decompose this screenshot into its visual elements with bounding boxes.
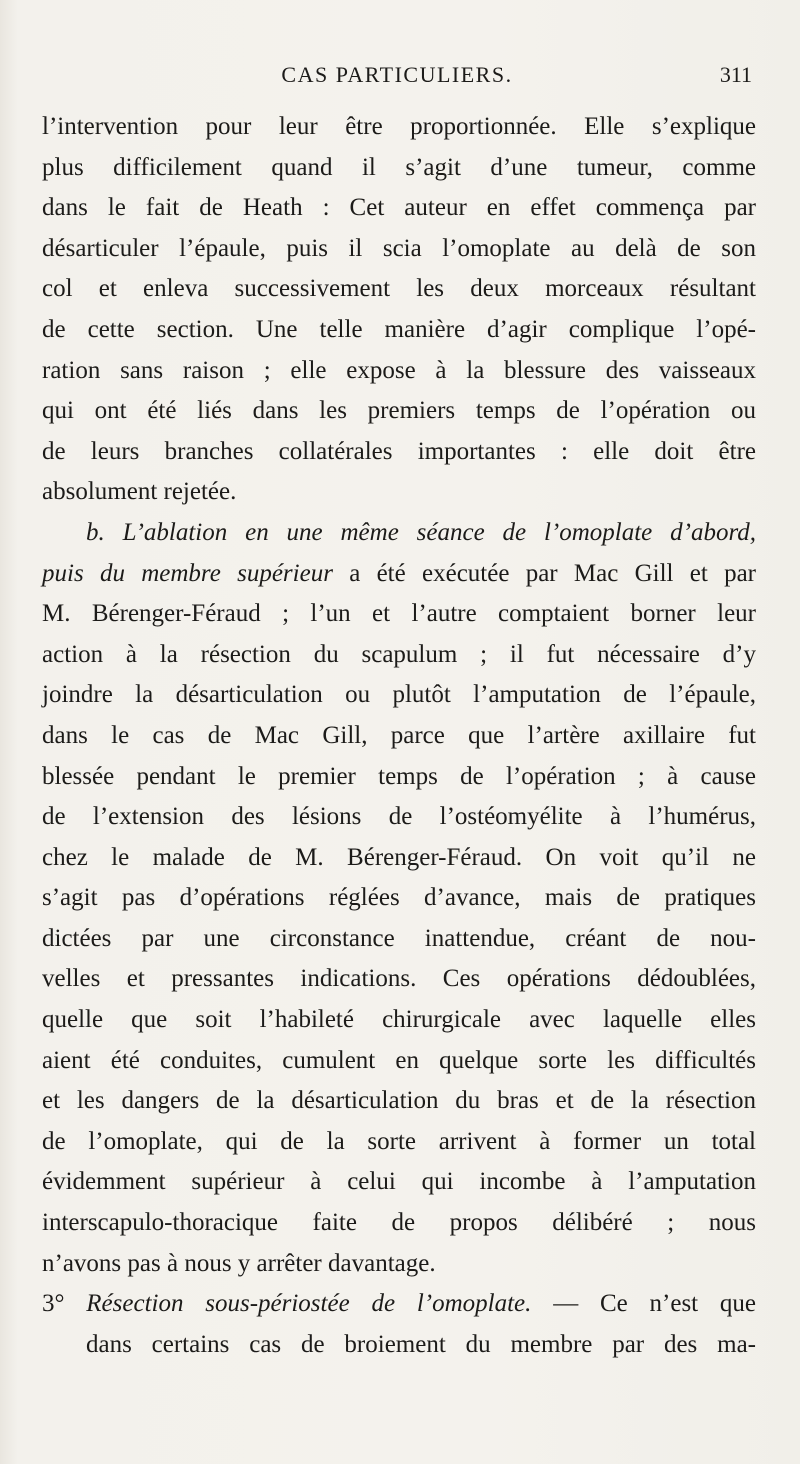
text-run: de l’omoplate, qui de la sorte arrivent à former un total <box>42 1127 756 1155</box>
text-run: qui ont été liés dans les premiers temps de l’opération ou <box>42 397 756 425</box>
text-line <box>42 675 756 716</box>
text-run: n’avons pas à nous y arrêter davantage. <box>42 1249 436 1277</box>
text-run: dans certains cas de broiement du membre par des ma- <box>86 1330 756 1358</box>
text-run: et les dangers de la désarticulation du bras et de la résection <box>42 1087 756 1115</box>
text-line <box>42 554 756 595</box>
text-run: quelle que soit l’habileté chirurgicale avec laquelle elles <box>42 1006 756 1034</box>
text-run: action à la résection du scapulum ; il fut nécessaire d’y <box>42 640 756 668</box>
text-run: dans le fait de Heath : Cet auteur en effet commença par <box>42 194 756 222</box>
text-line <box>42 1081 756 1122</box>
running-head <box>42 62 752 92</box>
italic-text: b. <box>86 518 123 546</box>
body-text <box>42 107 756 1365</box>
text-line <box>42 107 756 148</box>
text-run: dictées par une circonstance inattendue, créant de nou- <box>42 924 756 952</box>
text-run: chez le malade de M. Bérenger-Féraud. On voit qu’il ne <box>42 843 756 871</box>
text-run: de l’extension des lésions de l’ostéomyélite à l’humérus, <box>42 803 756 831</box>
text-line <box>42 148 756 189</box>
text-run: aient été conduites, cumulent en quelque sorte les difficultés <box>42 1046 756 1074</box>
italic-text: Résection sous-périostée de l’omoplate. <box>86 1290 532 1318</box>
text-run: l’intervention pour leur être proportionnée. Elle s’explique <box>42 113 756 140</box>
text-line <box>42 1203 756 1244</box>
text-line <box>42 838 756 879</box>
text-line <box>42 1000 756 1041</box>
text-run: ration sans raison ; elle expose à la blessure des vaisseaux <box>42 356 756 384</box>
running-title: CAS PARTICULIERS. <box>281 62 513 87</box>
text-line <box>42 1325 756 1366</box>
text-line <box>42 472 756 513</box>
text-run: col et enleva successivement les deux morceaux résultant <box>42 275 756 303</box>
text-run: absolument rejetée. <box>42 478 237 506</box>
text-run: dans le cas de Mac Gill, parce que l’artère axillaire fut <box>42 721 756 749</box>
text-run: — Ce n’est que <box>531 1290 757 1318</box>
text-line <box>42 919 756 960</box>
text-run: de cette section. Une telle manière d’agir complique l’opé- <box>42 315 756 343</box>
text-line <box>42 351 756 392</box>
text-line <box>42 959 756 1000</box>
text-line <box>42 757 756 798</box>
text-line <box>42 229 756 270</box>
text-line <box>42 188 756 229</box>
text-line <box>42 1162 756 1203</box>
text-line <box>42 716 756 757</box>
text-run: interscapulo-thoracique faite de propos délibéré ; nous <box>42 1209 756 1237</box>
text-run: 3° <box>42 1290 87 1318</box>
text-line <box>42 269 756 310</box>
text-run: désarticuler l’épaule, puis il scia l’omoplate au delà de son <box>42 234 756 262</box>
text-line <box>42 1041 756 1082</box>
page-number: 311 <box>719 62 752 87</box>
italic-text: puis du membre supérieur <box>42 559 333 587</box>
text-line <box>42 1244 756 1285</box>
text-run: joindre la désarticulation ou plutôt l’amputation de l’épaule, <box>42 681 756 709</box>
text-line <box>42 391 756 432</box>
text-run: plus difficilement quand il s’agit d’une tumeur, comme <box>42 153 756 181</box>
text-line <box>42 513 756 554</box>
text-line <box>42 310 756 351</box>
text-line <box>42 797 756 838</box>
text-line <box>42 594 756 635</box>
text-line <box>42 432 756 473</box>
italic-text: L’ablation en une même séance de l’omoplate d’abord, <box>122 518 757 546</box>
text-run: velles et pressantes indications. Ces opérations dédoublées, <box>42 965 756 993</box>
text-run: blessée pendant le premier temps de l’opération ; à cause <box>42 762 756 790</box>
text-run: évidemment supérieur à celui qui incombe à l’amputation <box>42 1168 756 1196</box>
text-run: s’agit pas d’opérations réglées d’avance, mais de pratiques <box>42 884 756 912</box>
text-line <box>42 1284 756 1325</box>
text-run: M. Bérenger-Féraud ; l’un et l’autre comptaient borner leur <box>42 600 756 628</box>
text-line <box>42 635 756 676</box>
text-run: de leurs branches collatérales importantes : elle doit être <box>42 437 756 465</box>
text-run: a été exécutée par Mac Gill et par <box>332 559 757 587</box>
text-line <box>42 878 756 919</box>
text-line <box>42 1122 756 1163</box>
